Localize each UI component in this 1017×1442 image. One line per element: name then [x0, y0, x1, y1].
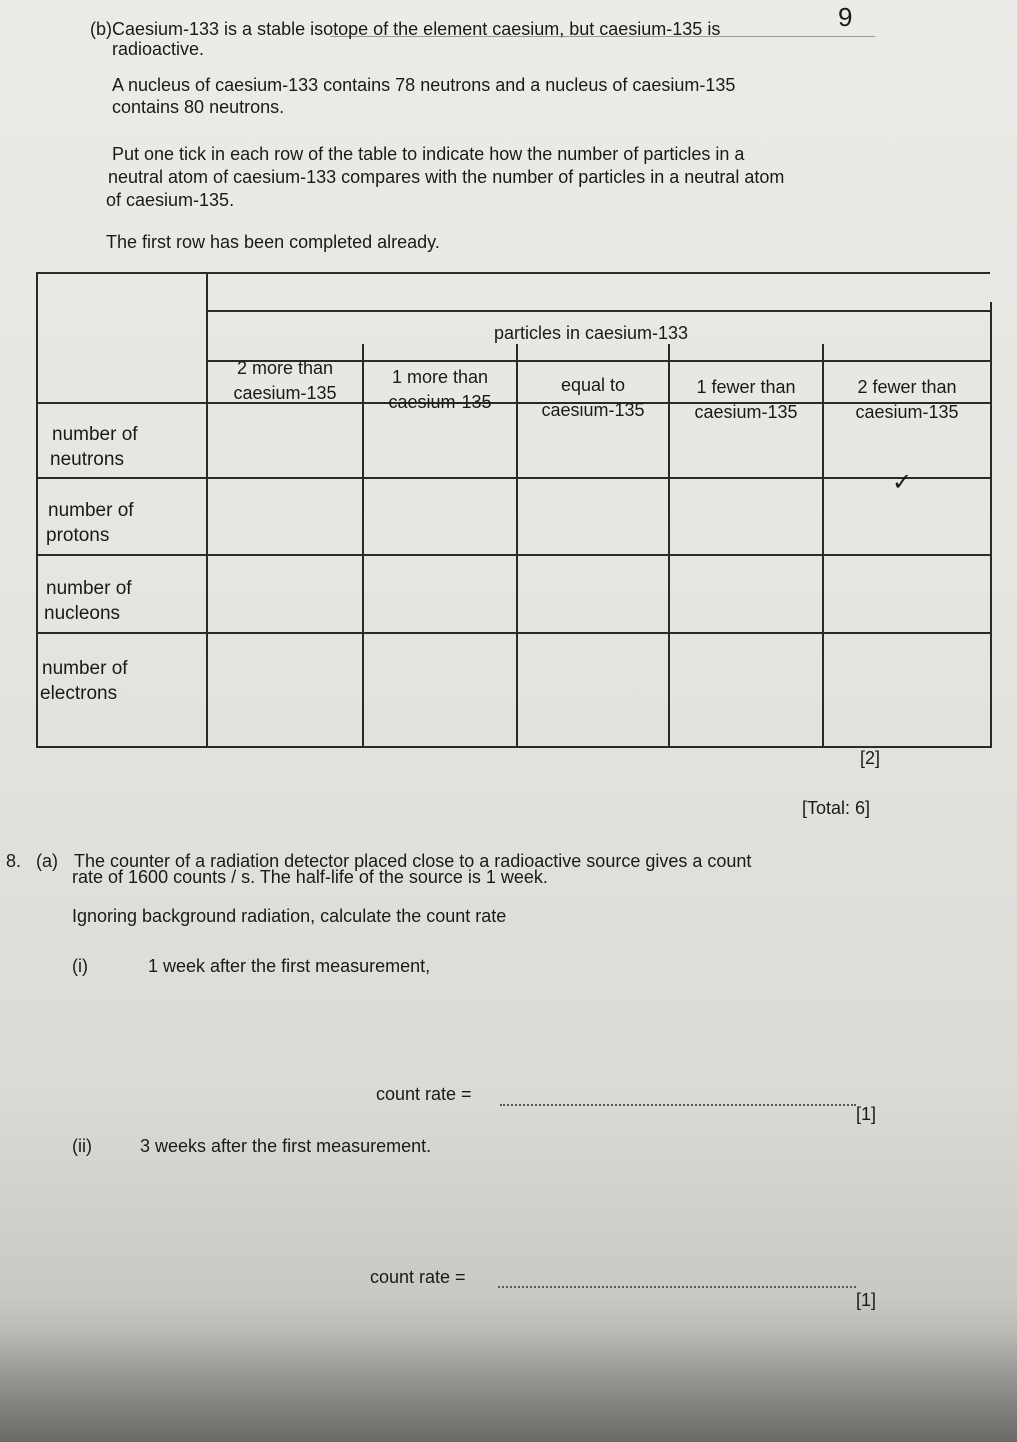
- col-2-header-line2: caesium-135: [388, 392, 492, 412]
- part-b-para4: The first row has been completed already.: [106, 232, 440, 252]
- part-b-para3-line2: neutral atom of caesium-133 compares with the number of particles in a neutral atom: [108, 167, 785, 187]
- part-ii-marks: [1]: [856, 1290, 877, 1310]
- part-b-line1: Caesium-133 is a stable isotope of the element caesium, but caesium-135 is: [112, 19, 721, 39]
- row-label-electrons-line2: electrons: [40, 683, 118, 704]
- row-label-protons-line1: number of: [48, 500, 134, 521]
- part-b-label: (b): [90, 19, 112, 39]
- part-b-para2-line1: A nucleus of caesium-133 contains 78 neutrons and a nucleus of caesium-135: [112, 75, 736, 95]
- q8-part-i-label: (i): [72, 956, 88, 976]
- answer-line-ii[interactable]: [498, 1286, 856, 1288]
- part-b-line2: radioactive.: [112, 39, 205, 59]
- q8-part-ii-text: 3 weeks after the first measurement.: [140, 1136, 432, 1156]
- q8-number: 8.: [6, 851, 22, 871]
- question-total: [Total: 6]: [802, 798, 871, 818]
- col-1-header-line1: 2 more than: [236, 358, 334, 378]
- part-b-para3-line3: of caesium-135.: [106, 190, 235, 210]
- comparison-table: [36, 272, 992, 748]
- col-3-header-line2: caesium-135: [541, 400, 645, 420]
- row-label-nucleons-line2: nucleons: [44, 603, 121, 624]
- tick-mark: ✓: [892, 469, 913, 496]
- row-label-electrons-line1: number of: [42, 658, 128, 679]
- table-header: particles in caesium-133: [493, 323, 689, 343]
- count-rate-label-ii: count rate =: [370, 1267, 466, 1287]
- col-5-header-line1: 2 fewer than: [857, 377, 957, 397]
- col-3-header-line1: equal to: [560, 375, 626, 395]
- part-b-para2-line2: contains 80 neutrons.: [112, 97, 285, 117]
- q8-part-i-text: 1 week after the first measurement,: [148, 956, 431, 976]
- q8-line2: rate of 1600 counts / s. The half-life of the source is 1 week.: [72, 867, 548, 887]
- q8-part-a-label: (a): [36, 851, 58, 871]
- col-2-header-line1: 1 more than: [391, 367, 489, 387]
- row-label-neutrons-line2: neutrons: [50, 449, 124, 470]
- col-1-header-line2: caesium-135: [233, 383, 337, 403]
- q8-line1: The counter of a radiation detector placed close to a radioactive source gives a count: [74, 851, 752, 871]
- col-4-header-line2: caesium-135: [694, 402, 798, 422]
- table-marks: [2]: [860, 748, 881, 768]
- row-label-protons-line2: protons: [46, 525, 110, 546]
- q8-part-ii-label: (ii): [72, 1136, 92, 1156]
- q8-instruction: Ignoring background radiation, calculate the count rate: [72, 906, 507, 926]
- page-bottom-shadow: [0, 1330, 1017, 1442]
- page-number: 9: [838, 2, 853, 32]
- answer-line-i[interactable]: [500, 1104, 856, 1106]
- part-i-marks: [1]: [856, 1104, 877, 1124]
- row-label-nucleons-line1: number of: [46, 578, 132, 599]
- part-b-para3-line1: Put one tick in each row of the table to indicate how the number of particles in a: [112, 144, 745, 164]
- col-4-header-line1: 1 fewer than: [696, 377, 796, 397]
- col-5-header-line2: caesium-135: [855, 402, 959, 422]
- row-label-neutrons-line1: number of: [52, 424, 138, 445]
- count-rate-label-i: count rate =: [376, 1084, 472, 1104]
